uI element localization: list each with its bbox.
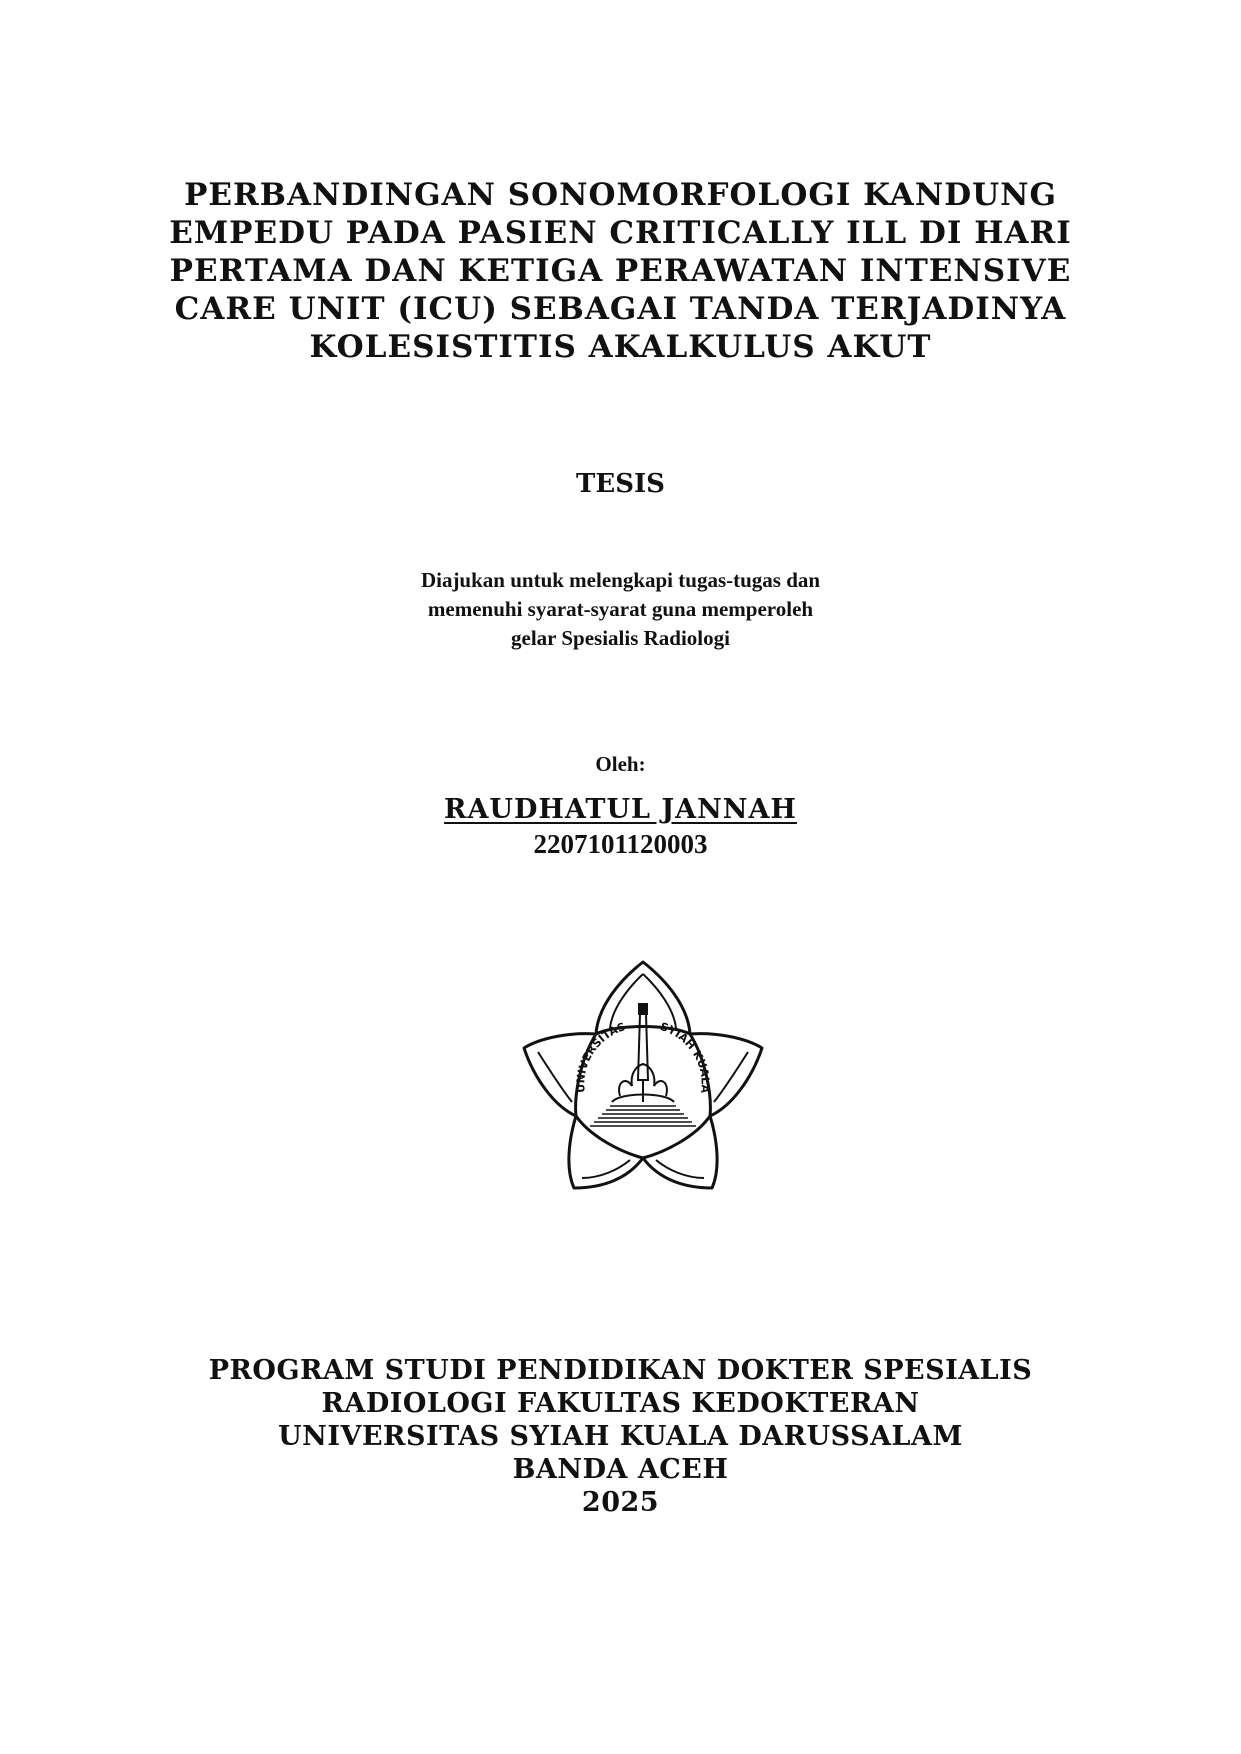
document-type: TESIS	[576, 469, 665, 499]
institution-year: 2025	[581, 1487, 660, 1518]
seal-text-left: UNIVERSITAS	[574, 1020, 628, 1094]
title-line: PERTAMA DAN KETIGA PERAWATAN INTENSIVE	[169, 253, 1072, 289]
author-name: RAUDHATUL JANNAH	[444, 794, 797, 825]
institution-block	[0, 1354, 1241, 1519]
purpose-line: memenuhi syarat-syarat guna memperoleh	[427, 597, 814, 621]
purpose-line: Diajukan untuk melengkapi tugas-tugas dan	[420, 568, 821, 592]
seal-text-right: SYIAH KUALA	[658, 1020, 712, 1094]
author-student-id: 2207101120003	[533, 829, 708, 859]
submission-purpose	[0, 566, 1241, 653]
thesis-title	[150, 176, 1091, 366]
title-line: PERBANDINGAN SONOMORFOLOGI KANDUNG	[184, 177, 1057, 213]
university-seal-icon	[520, 956, 766, 1192]
purpose-line: gelar Spesialis Radiologi	[511, 626, 730, 650]
flower-petals	[524, 962, 762, 1188]
institution-city: BANDA ACEH	[512, 1454, 729, 1485]
title-line: KOLESISTITIS AKALKULUS AKUT	[309, 329, 932, 365]
title-line: CARE UNIT (ICU) SEBAGAI TANDA TERJADINYA	[174, 291, 1067, 327]
institution-line: RADIOLOGI FAKULTAS KEDOKTERAN	[321, 1388, 920, 1419]
title-line: EMPEDU PADA PASIEN CRITICALLY ILL DI HARI	[169, 215, 1072, 251]
institution-line: PROGRAM STUDI PENDIDIKAN DOKTER SPESIALIS	[208, 1355, 1033, 1386]
monument-steps	[590, 1106, 696, 1126]
by-label: Oleh:	[595, 752, 646, 776]
author-block	[0, 793, 1241, 827]
institution-line: UNIVERSITAS SYIAH KUALA DARUSSALAM	[278, 1421, 963, 1452]
